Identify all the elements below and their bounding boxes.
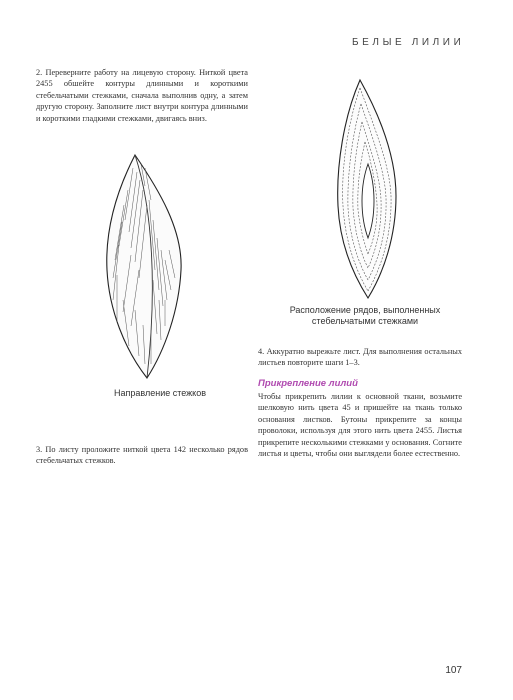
leaf-stitch-direction-illustration — [95, 150, 195, 380]
caption-stitch-direction: Направление стежков — [114, 388, 206, 398]
leaf-rows-illustration — [322, 76, 412, 301]
step-3-text: 3. По листу проложите ниткой цвета 142 несколько рядов стебельчатых стежков. — [36, 445, 248, 466]
caption-rows-layout: Расположение рядов, выполненных стебельчатыми стежками — [289, 305, 441, 326]
section-heading-attaching-lilies: Прикрепление лилий — [258, 378, 358, 389]
running-header: БЕЛЫЕ ЛИЛИИ — [352, 37, 465, 48]
step-4-text: 4. Аккуратно вырежьте лист. Для выполнения остальных листьев повторите шаги 1–3. — [258, 347, 462, 368]
page-number: 107 — [445, 665, 462, 676]
attaching-lilies-text: Чтобы прикрепить лилии к основной ткани, возьмите шелковую нить цвета 45 и пришейте на ткань только основания листков. Бутоны прикрепите за концы проволоки, используя для этого нить цвета 2455. Листья прикрепите несколькими стежками у основания. Согните листья и цветы, чтобы они выглядели более естественно. — [258, 392, 462, 459]
step-2-text: 2. Переверните работу на лицевую сторону. Ниткой цвета 2455 обшейте контуры длинными и короткими стебельчатыми стежками, сначала выполнив одну, а затем другую сторону. Заполните лист внутри контура длинными и короткими гладкими стежками, двигаясь вниз. — [36, 68, 248, 123]
